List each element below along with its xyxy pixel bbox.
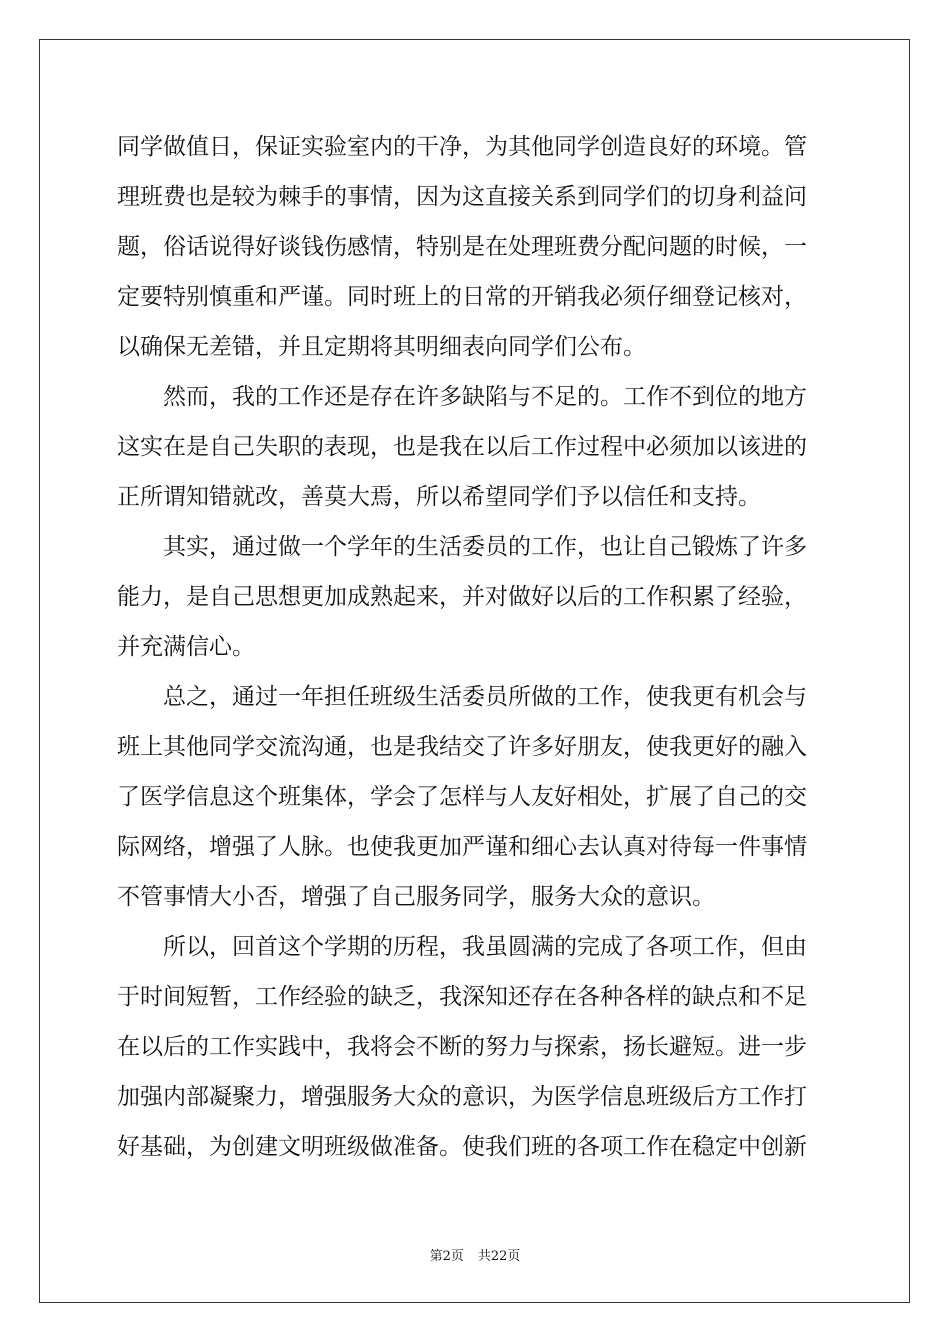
text-line: 所以，回首这个学期的历程，我虽圆满的完成了各项工作，但由 xyxy=(117,934,807,960)
text-line: 以确保无差错，并且定期将其明细表向同学们公布。 xyxy=(117,334,646,360)
text-line: 并充满信心。 xyxy=(117,634,255,660)
page-total: 共22页 xyxy=(477,1249,521,1264)
text-line: 能力，是自己思想更加成熟起来，并对做好以后的工作积累了经验， xyxy=(117,584,807,610)
text-line: 好基础，为创建文明班级做准备。使我们班的各项工作在稳定中创新 xyxy=(117,1134,807,1160)
text-line: 总之，通过一年担任班级生活委员所做的工作，使我更有机会与 xyxy=(117,684,807,710)
text-line: 然而，我的工作还是存在许多缺陷与不足的。工作不到位的地方 xyxy=(117,384,807,410)
text-line: 其实，通过做一个学年的生活委员的工作，也让自己锻炼了许多 xyxy=(117,534,807,560)
text-line: 题，俗话说得好谈钱伤感情，特别是在处理班费分配问题的时候，一 xyxy=(117,234,807,260)
text-line: 在以后的工作实践中，我将会不断的努力与探索，扬长避短。进一步 xyxy=(117,1034,807,1060)
text-line: 了医学信息这个班集体，学会了怎样与人友好相处，扩展了自己的交 xyxy=(117,784,807,810)
text-line: 于时间短暂，工作经验的缺乏，我深知还存在各种各样的缺点和不足 xyxy=(117,984,807,1010)
page-number: 第2页 xyxy=(429,1249,464,1264)
text-line: 正所谓知错就改，善莫大焉，所以希望同学们予以信任和支持。 xyxy=(117,484,761,510)
text-line: 定要特别慎重和严谨。同时班上的日常的开销我必须仔细登记核对， xyxy=(117,284,807,310)
text-line: 这实在是自己失职的表现，也是我在以后工作过程中必须加以该进的 xyxy=(117,434,807,460)
text-line: 班上其他同学交流沟通，也是我结交了许多好朋友，使我更好的融入 xyxy=(117,734,807,760)
text-line: 际网络，增强了人脉。也使我更加严谨和细心去认真对待每一件事情 xyxy=(117,834,807,860)
text-line: 理班费也是较为棘手的事情，因为这直接关系到同学们的切身利益问 xyxy=(117,184,807,210)
text-line: 加强内部凝聚力，增强服务大众的意识，为医学信息班级后方工作打 xyxy=(117,1084,807,1110)
text-line: 不管事情大小否，增强了自己服务同学，服务大众的意识。 xyxy=(117,884,715,910)
text-line: 同学做值日，保证实验室内的干净，为其他同学创造良好的环境。管 xyxy=(117,134,807,160)
page-footer xyxy=(0,1245,950,1264)
